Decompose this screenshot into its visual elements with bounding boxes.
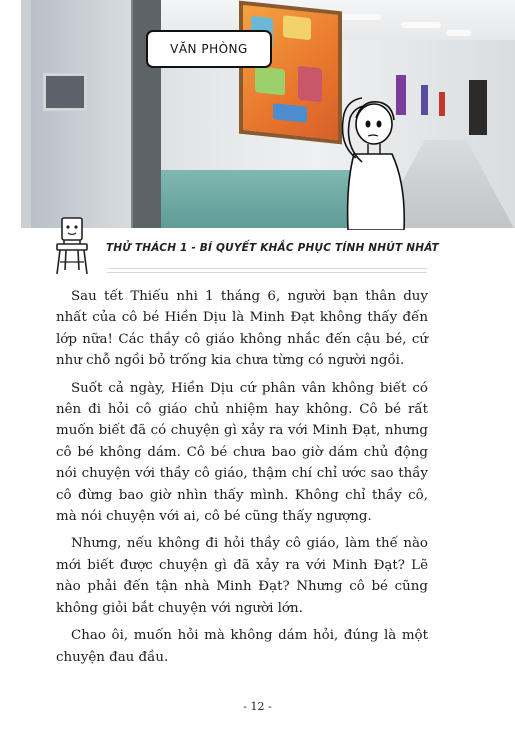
bulletin-board [239,1,342,145]
paragraph: Sau tết Thiếu nhi 1 tháng 6, người bạn thân duy nhất của cô bé Hiền Dịu là Minh Đạt không thấy đến lớp nữa! Các thầy cô giáo không nhắc đến cậu bé, cứ như chỗ ngồi bỏ trống kia chưa từng có người ngồi. [56,289,428,369]
paragraph: Suốt cả ngày, Hiền Dịu cứ phân vân không biết có nên đi hỏi cô giáo chủ nhiệm hay không. Cô bé rất muốn biết đã có chuyện gì xảy ra với Minh Đạt, nhưng cô bé không dám. Cô bé chưa bao giờ dám chủ động nói chuyện với thầy cô giáo, thậm chí chỉ ước sao thầy cô đừng bao giờ nhìn thấy mình. Không chỉ thầy cô, mà nói chuyện với ai, cô bé cũng thấy ngượng. [56,380,428,525]
ceiling-lamp [401,22,441,28]
paragraph: Chao ôi, muốn hỏi mà không dám hỏi, đúng là một chuyện đau đầu. [56,628,428,665]
chapter-title: THỬ THÁCH 1 - BÍ QUYẾT KHẮC PHỤC TÍNH NHÚT NHÁT [106,242,439,254]
office-sign [146,30,272,68]
office-door [31,0,137,228]
far-door [439,92,445,116]
divider [107,268,427,269]
page-number: - 12 - [243,700,272,713]
corridor-end [469,80,487,135]
far-door [421,85,428,115]
ceiling-lamp [446,30,471,36]
door-window [43,73,87,111]
story-text [56,286,428,674]
divider [107,272,427,273]
chair-icon [52,214,94,276]
office-sign-label: VĂN PHÒNG [170,42,248,56]
paragraph: Nhưng, nếu không đi hỏi thầy cô giáo, làm thế nào mới biết được chuyện gì đã xảy ra với Minh Đạt? Lẽ nào phải đến tận nhà Minh Đạt? Nhưng cô bé cũng không giỏi bắt chuyện với người lớn. [56,536,428,616]
girl-illustration [332,84,412,230]
